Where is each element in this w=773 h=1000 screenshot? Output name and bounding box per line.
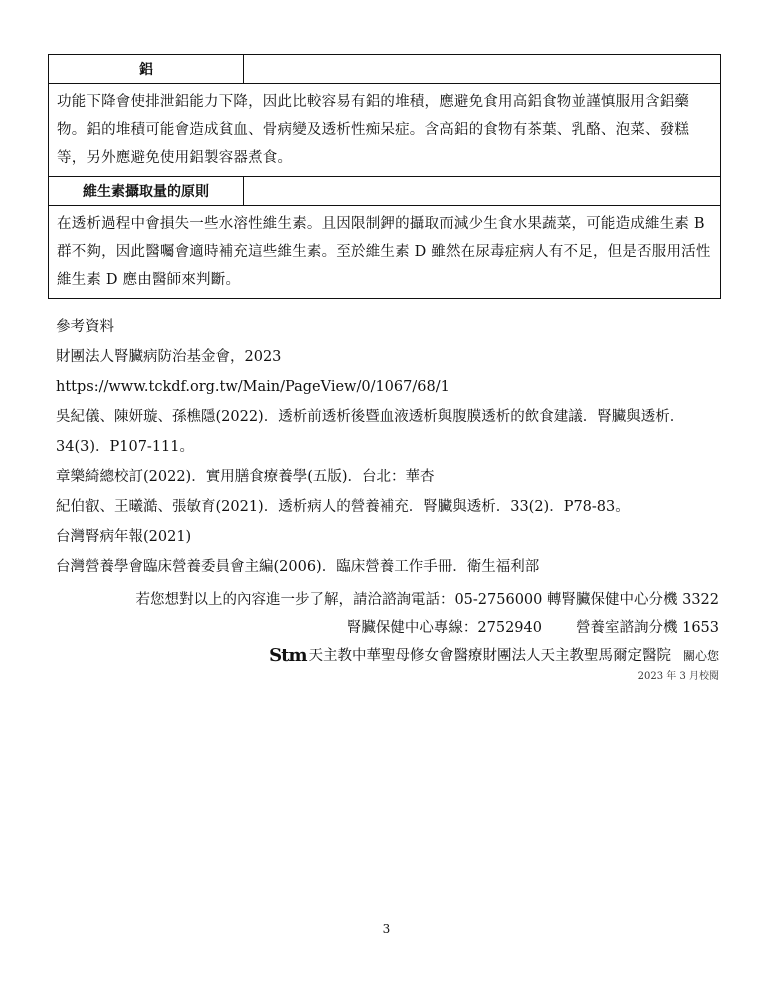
references-heading: 參考資料 [56, 319, 114, 335]
page-number: 3 [382, 922, 391, 936]
hospital-logo-icon: Stm [269, 645, 307, 666]
aluminum-header-empty-cell [244, 55, 721, 84]
reference-item: 台灣營養學會臨床營養委員會主編(2006)．臨床營養工作手冊．衛生福利部 [56, 559, 540, 575]
vitamin-header: 維生素攝取量的原則 [49, 177, 244, 206]
aluminum-header: 鋁 [49, 55, 244, 84]
contact-phone-line: 若您想對以上的內容進一步了解，請洽諮詢電話：05-2756000 轉腎臟保健中心分機 3322 [135, 592, 719, 608]
reference-item: 紀伯叡、王曦澔、張敏育(2021)．透析病人的營養補充．腎臟與透析．33(2)．P78-83。 [56, 499, 630, 515]
vitamin-header-empty-cell [244, 177, 721, 206]
contact-section [135, 586, 719, 684]
hospital-name: 天主教中華聖母修女會醫療財團法人天主教聖馬爾定醫院 [308, 648, 671, 664]
aluminum-text: 功能下降會使排泄鋁能力下降，因此比較容易有鋁的堆積，應避免食用高鋁食物並謹慎服用含鋁藥物。鋁的堆積可能會造成貧血、骨病變及透析性痴呆症。含高鋁的食物有茶葉、乳酪、泡菜、發糕等，另外應避免使用鋁製容器煮食。 [49, 84, 721, 177]
hospital-signature [135, 642, 719, 670]
reference-item: 吳紀儀、陳妍璇、孫樵隱(2022)．透析前透析後暨血液透析與腹膜透析的飲食建議．腎臟與透析．34(3)．P107-111。 [56, 409, 685, 455]
vitamin-header-row [49, 177, 721, 206]
revision-date: 2023 年 3 月校閱 [637, 671, 719, 682]
aluminum-body-row [49, 84, 721, 177]
contact-extension-line [135, 614, 719, 642]
kidney-center-line: 腎臟保健中心專線：2752940 [346, 620, 542, 636]
references-section [56, 312, 726, 582]
nutrition-table [48, 54, 721, 299]
vitamin-body-row [49, 206, 721, 299]
vitamin-text: 在透析過程中會損失一些水溶性維生素。且因限制鉀的攝取而減少生食水果蔬菜，可能造成維生素 B 群不夠，因此醫囑會適時補充這些維生素。至於維生素 D 雖然在尿毒症病人有不足，但是否服用活性維生素 D 應由醫師來判斷。 [49, 206, 721, 299]
care-text: 關心您 [682, 649, 719, 663]
reference-item: 章樂綺總校訂(2022)．實用膳食療養學(五版)．台北：華杏 [56, 469, 435, 485]
nutrition-line: 營養室諮詢分機 1653 [575, 620, 719, 636]
reference-link[interactable]: https://www.tckdf.org.tw/Main/PageView/0/1067/68/1 [56, 379, 450, 395]
reference-item: 台灣腎病年報(2021) [56, 529, 192, 545]
reference-item: 財團法人腎臟病防治基金會，2023 [56, 349, 282, 365]
aluminum-header-row [49, 55, 721, 84]
